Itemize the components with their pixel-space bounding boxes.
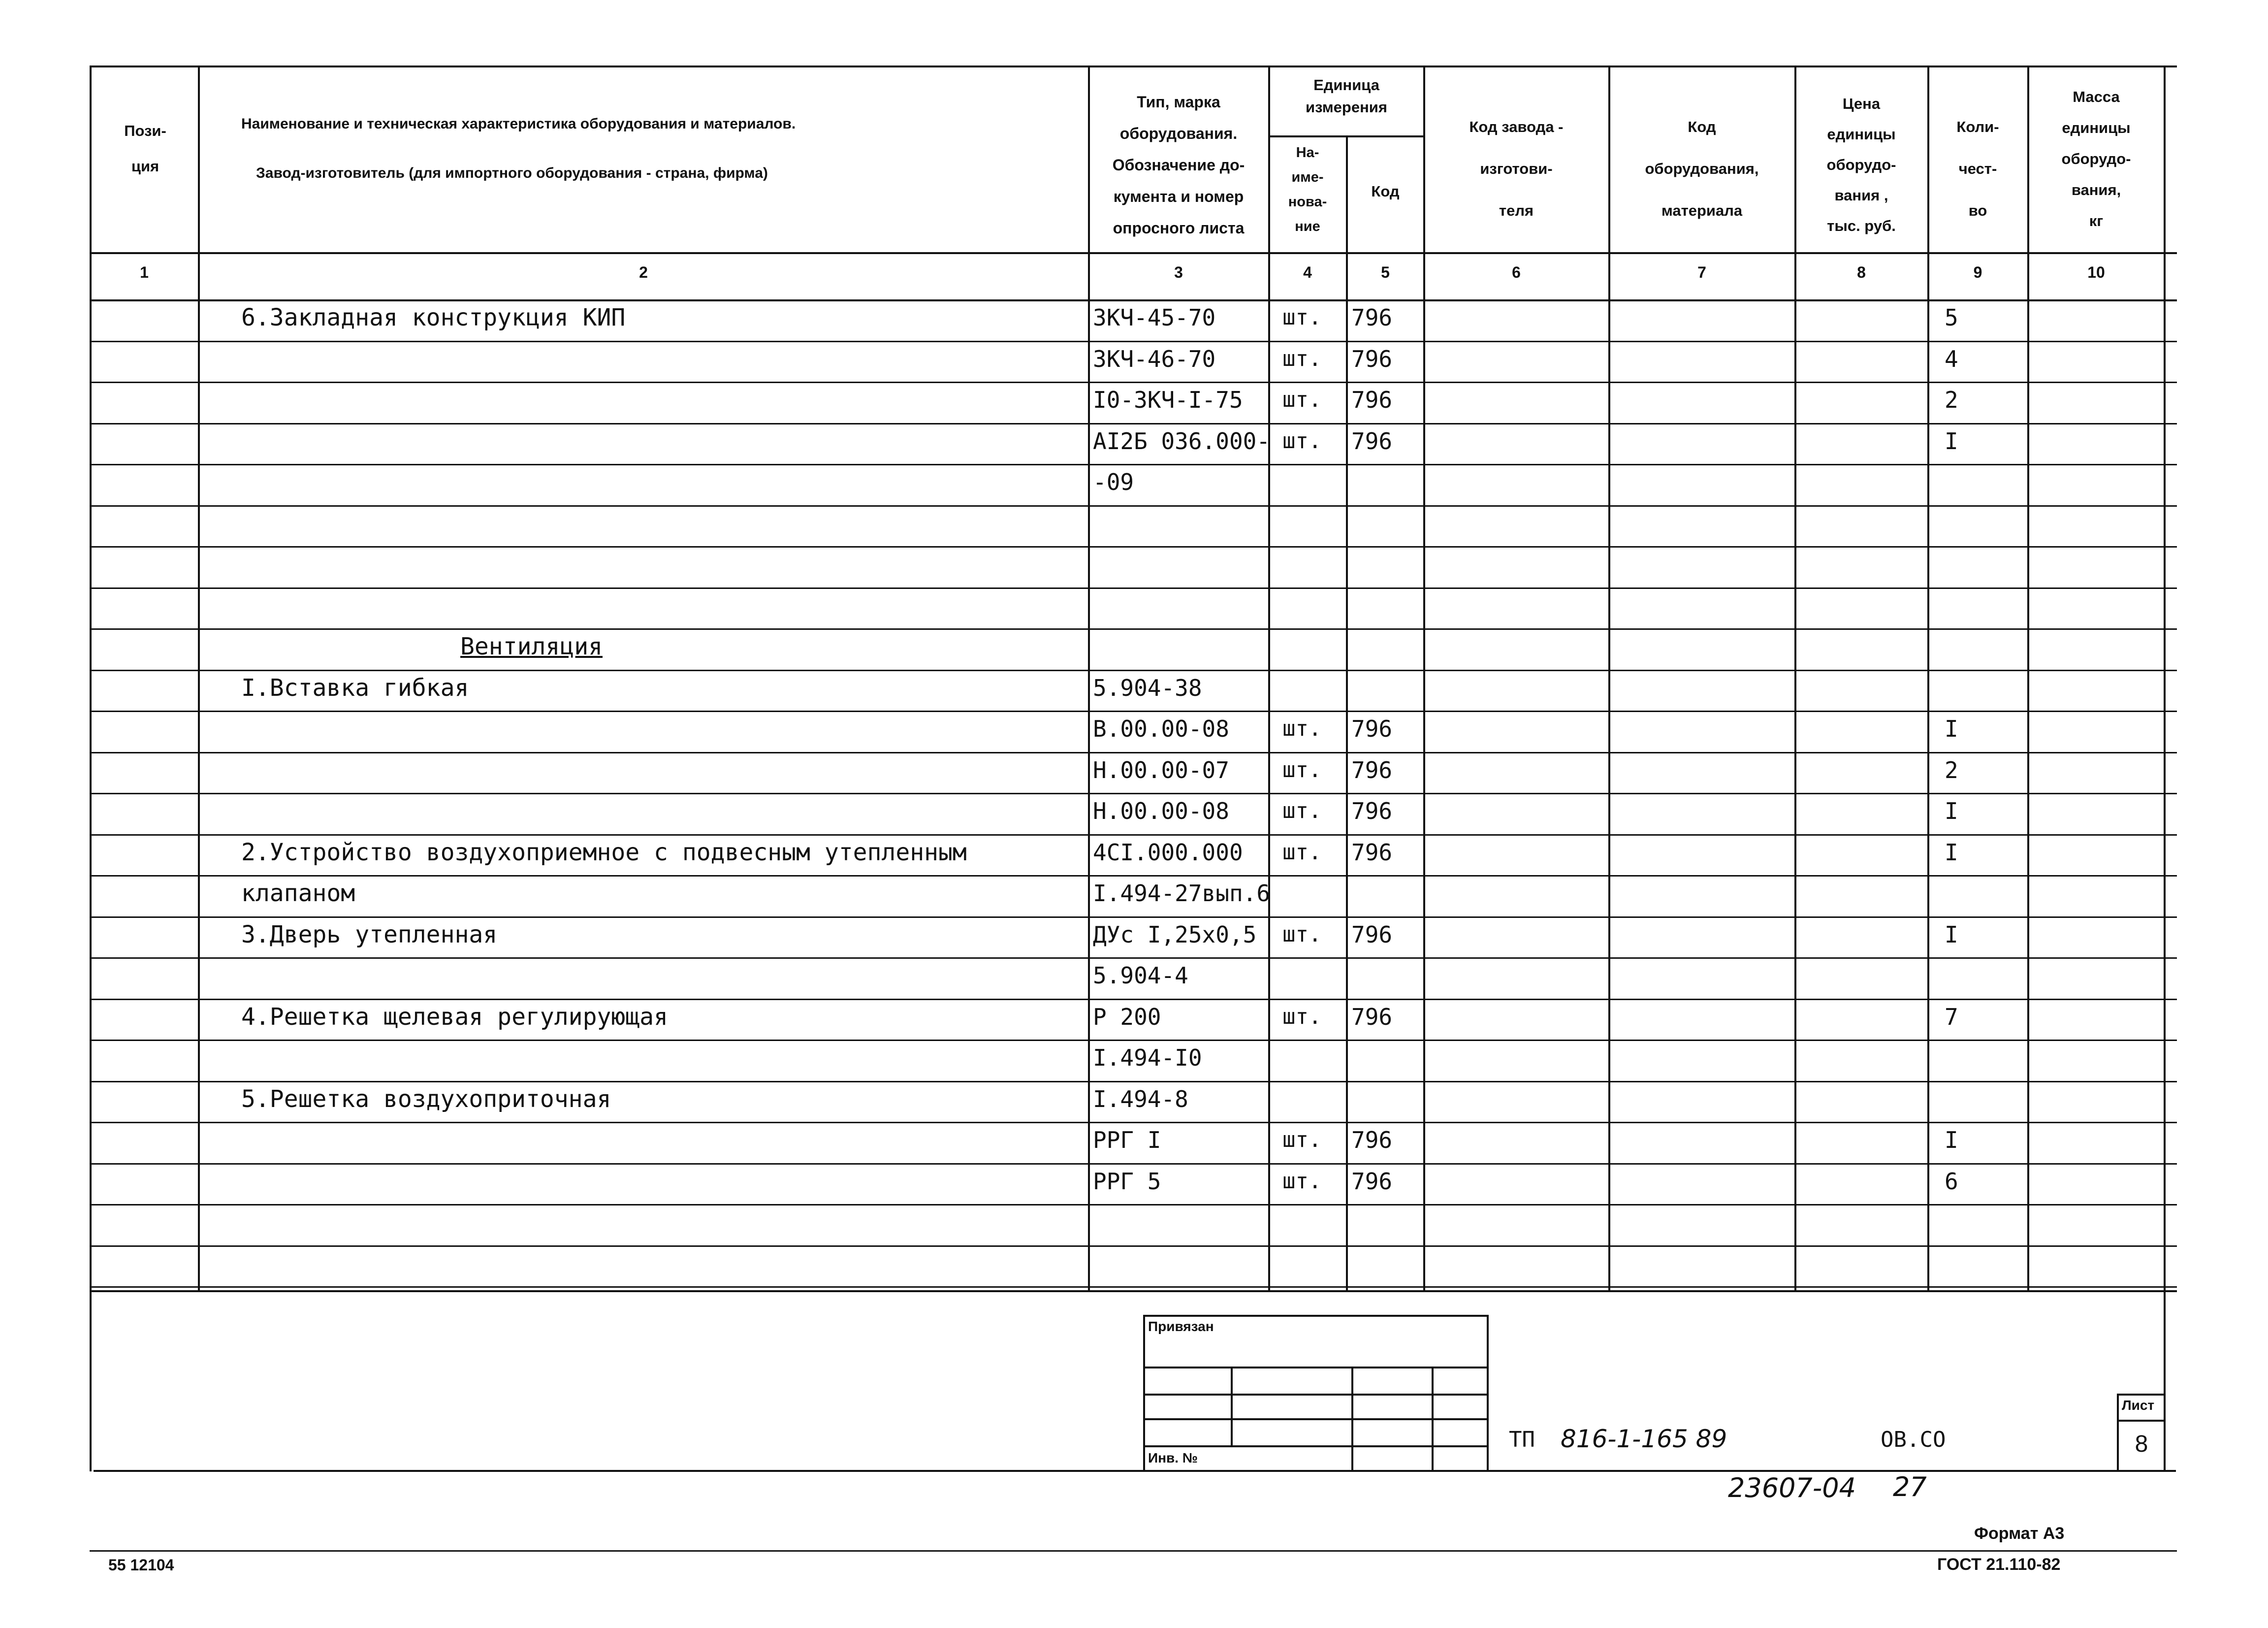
row-quantity: 2: [1945, 387, 1958, 413]
row-unit-code: 796: [1351, 716, 1393, 742]
row-quantity: I: [1945, 716, 1958, 742]
col-num-9: 9: [1973, 263, 1982, 281]
row-type: 5.904-4: [1093, 962, 1188, 989]
col-num-6: 6: [1512, 263, 1521, 281]
row-quantity: I: [1945, 921, 1958, 948]
stamp-list-number: 8: [2135, 1431, 2148, 1457]
col-num-2: 2: [639, 263, 648, 281]
row-unit: шт.: [1282, 387, 1322, 412]
row-unit-code: 796: [1351, 757, 1393, 783]
row-name: 5.Решетка воздухоприточная: [241, 1085, 611, 1113]
header-equipment-code: Код оборудования, материала: [1645, 118, 1759, 219]
row-type: ЗКЧ-46-70: [1093, 346, 1216, 372]
row-unit: шт.: [1282, 840, 1322, 865]
header-factory-code: Код завода - изготови- теля: [1469, 118, 1564, 219]
stamp-tp: ТП: [1509, 1427, 1535, 1452]
header-unit-code: Код: [1371, 183, 1400, 200]
row-unit-code: 796: [1351, 798, 1393, 824]
row-unit-code: 796: [1351, 346, 1393, 372]
row-type: РРГ 5: [1093, 1168, 1161, 1195]
row-quantity: I: [1945, 798, 1958, 824]
row-name: 6.Закладная конструкция КИП: [241, 304, 626, 331]
row-type: РРГ I: [1093, 1127, 1161, 1153]
header-type: Тип, марка оборудования. Обозначение до- кумента и номер опросного листа: [1112, 93, 1245, 237]
col-num-3: 3: [1174, 263, 1183, 281]
row-quantity: I: [1945, 839, 1958, 866]
header-mass: Масса единицы оборудо- вания, кг: [2061, 88, 2131, 229]
stamp-tp-number: 816-1-165 89: [1561, 1425, 1727, 1453]
row-unit-code: 796: [1351, 1168, 1393, 1195]
row-name: клапаном: [241, 879, 355, 907]
row-type: Н.00.00-08: [1093, 798, 1229, 824]
row-type: В.00.00-08: [1093, 716, 1229, 742]
row-type: -09: [1093, 469, 1134, 495]
row-unit: шт.: [1282, 757, 1322, 782]
row-unit-code: 796: [1351, 921, 1393, 948]
row-name: Вентиляция: [460, 633, 603, 660]
col-num-5: 5: [1381, 263, 1390, 281]
row-type: 4СI.000.000: [1093, 839, 1243, 866]
footer-left: 55 12104: [108, 1556, 174, 1574]
row-type: ЗКЧ-45-70: [1093, 304, 1216, 331]
stamp-handwritten: 23607-04: [1728, 1472, 1856, 1503]
row-unit: шт.: [1282, 922, 1322, 947]
row-unit-code: 796: [1351, 1004, 1393, 1030]
row-type: I.494-I0: [1093, 1044, 1202, 1071]
row-type: 5.904-38: [1093, 675, 1202, 701]
stamp-ob: ОВ.СО: [1881, 1427, 1946, 1452]
row-quantity: I: [1945, 1127, 1958, 1153]
row-quantity: 6: [1945, 1168, 1958, 1195]
footer-gost: ГОСТ 21.110-82: [1937, 1555, 2061, 1574]
row-quantity: 2: [1945, 757, 1958, 783]
row-quantity: 5: [1945, 304, 1958, 331]
row-unit-code: 796: [1351, 839, 1393, 866]
row-unit-code: 796: [1351, 428, 1393, 455]
stamp-list-label: Лист: [2122, 1398, 2155, 1413]
row-type: AI2Б 036.000-: [1093, 428, 1271, 455]
footer-format: Формат А3: [1974, 1524, 2065, 1543]
row-unit-code: 796: [1351, 304, 1393, 331]
row-unit: шт.: [1282, 1169, 1322, 1194]
row-type: Н.00.00-07: [1093, 757, 1229, 783]
stamp-inv: Инв. №: [1148, 1450, 1198, 1465]
stamp-handwritten-2: 27: [1893, 1471, 1927, 1502]
row-unit: шт.: [1282, 1004, 1322, 1029]
header-name-line2: Завод-изготовитель (для импортного оборудования - страна, фирма): [256, 165, 768, 181]
row-type: ДУс I,25x0,5: [1093, 921, 1257, 948]
row-name: 3.Дверь утепленная: [241, 921, 498, 948]
row-name: 4.Решетка щелевая регулирующая: [241, 1003, 668, 1031]
row-name: I.Вставка гибкая: [241, 674, 469, 702]
row-unit: шт.: [1282, 305, 1322, 330]
row-unit-code: 796: [1351, 387, 1393, 413]
col-num-10: 10: [2087, 263, 2105, 281]
row-unit: шт.: [1282, 346, 1322, 371]
row-type: I.494-27вып.6: [1093, 880, 1271, 907]
header-price: Цена единицы оборудо- вания , тыс. руб.: [1826, 95, 1896, 234]
col-num-8: 8: [1857, 263, 1866, 281]
row-quantity: 4: [1945, 346, 1958, 372]
row-unit: шт.: [1282, 716, 1322, 741]
header-quantity: Коли- чест- во: [1956, 118, 1999, 219]
header-position: Пози- ция: [124, 122, 166, 175]
row-unit: шт.: [1282, 428, 1322, 454]
header-unit-group: Единица измерения: [1306, 76, 1387, 116]
header-name-line1: Наименование и техническая характеристика оборудования и материалов.: [241, 116, 796, 132]
header-unit-name: На- име- нова- ние: [1288, 145, 1327, 234]
row-quantity: I: [1945, 428, 1958, 455]
row-name: 2.Устройство воздухоприемное с подвесным утепленным: [241, 839, 967, 866]
col-num-4: 4: [1303, 263, 1312, 281]
row-type: I.494-8: [1093, 1086, 1188, 1112]
row-unit-code: 796: [1351, 1127, 1393, 1153]
stamp-privyazan: Привязан: [1148, 1319, 1214, 1334]
row-unit: шт.: [1282, 798, 1322, 823]
row-type: Р 200: [1093, 1004, 1161, 1030]
row-type: I0-ЗКЧ-I-75: [1093, 387, 1243, 413]
col-num-1: 1: [140, 263, 149, 281]
col-num-7: 7: [1697, 263, 1706, 281]
row-quantity: 7: [1945, 1004, 1958, 1030]
row-unit: шт.: [1282, 1127, 1322, 1152]
